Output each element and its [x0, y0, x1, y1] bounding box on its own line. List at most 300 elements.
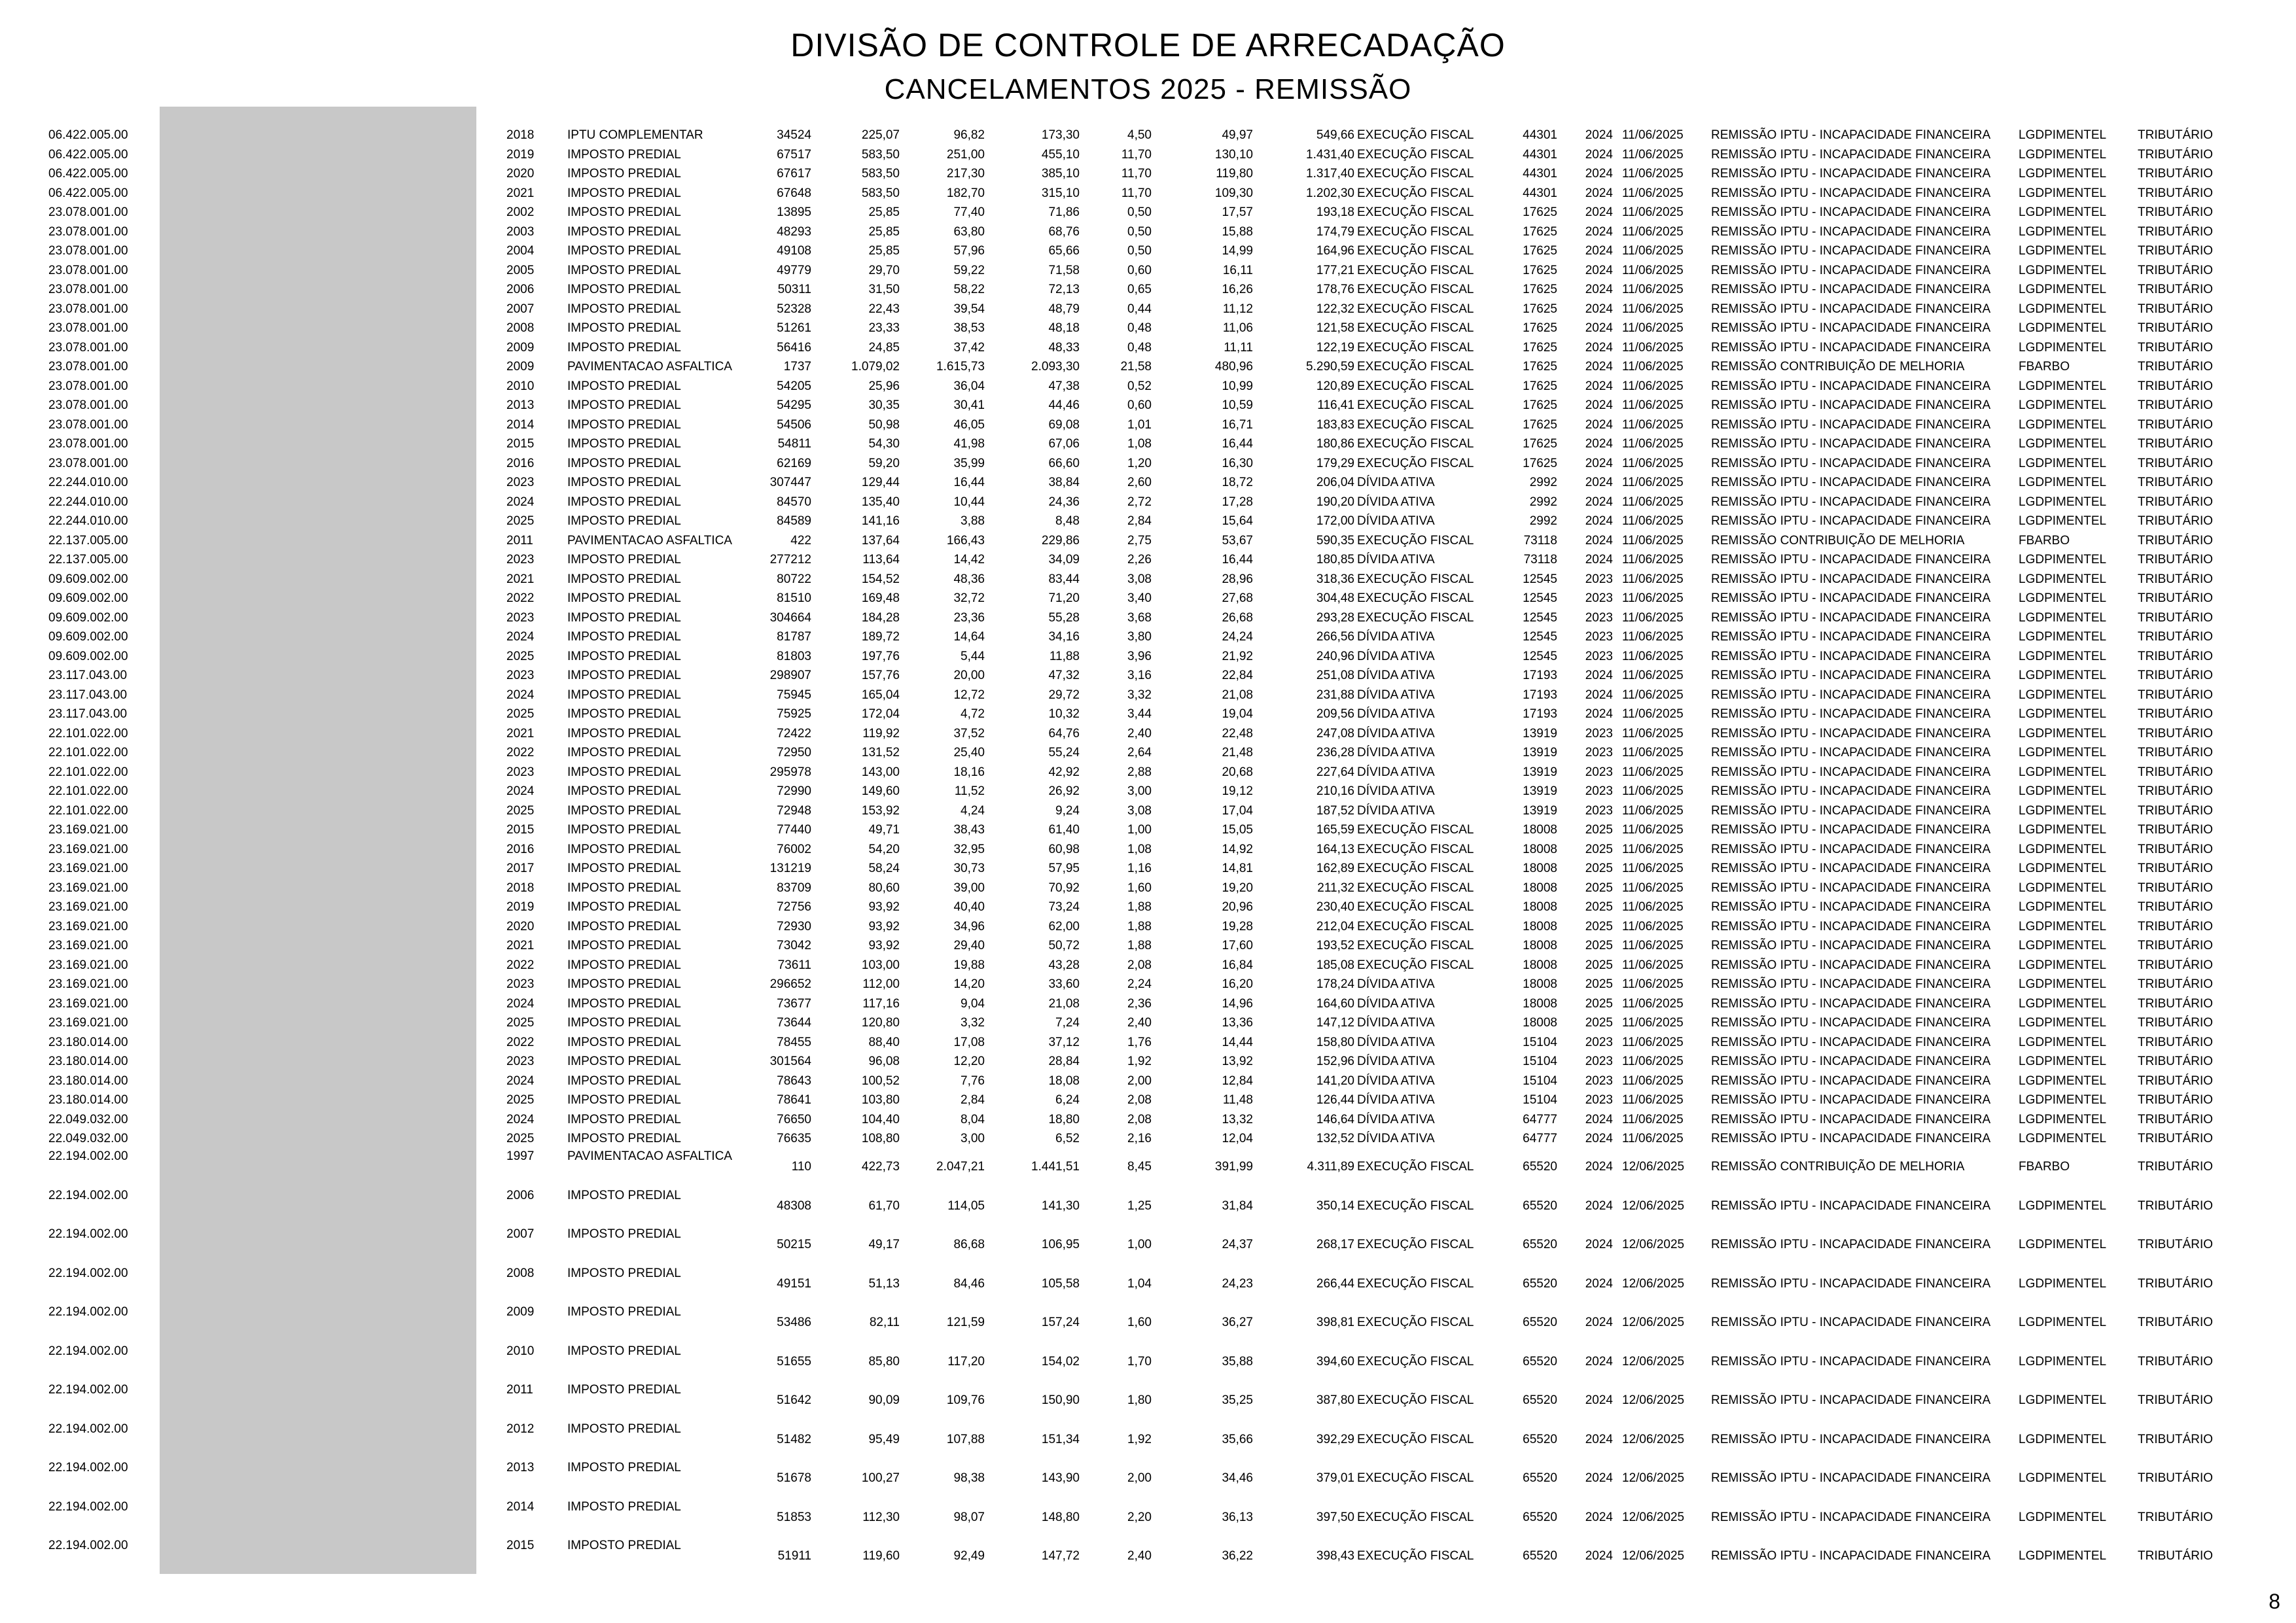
processo-cell: 18008	[1523, 881, 1557, 895]
valor-cell: 583,50	[861, 147, 900, 162]
motivo-cell: REMISSÃO IPTU - INCAPACIDADE FINANCEIRA	[1711, 147, 1991, 162]
multa-cell: 10,32	[1048, 707, 1080, 721]
total-cell: 211,32	[1317, 881, 1354, 895]
data-cell: 11/06/2025	[1622, 167, 1684, 181]
honorarios-cell: 13,92	[1222, 1055, 1253, 1068]
tributo-cell: IMPOSTO PREDIAL	[567, 167, 681, 181]
situacao-cell: EXECUÇÃO FISCAL	[1357, 360, 1474, 374]
multa-cell: 150,90	[1041, 1393, 1080, 1407]
honorarios-cell: 14,81	[1222, 862, 1253, 875]
valor-cell: 112,00	[862, 977, 900, 991]
natureza-cell: TRIBUTÁRIO	[2138, 765, 2214, 779]
total-cell: 227,64	[1316, 765, 1354, 779]
juros-cell: 30,41	[953, 398, 985, 412]
valor-cell: 143,00	[861, 765, 900, 779]
natureza-cell: TRIBUTÁRIO	[2138, 263, 2214, 277]
exercicio-cell: 2025	[1585, 881, 1613, 895]
data-cell: 11/06/2025	[1622, 572, 1684, 586]
tributo-cell: IMPOSTO PREDIAL	[567, 1344, 681, 1358]
honorarios-cell: 130,10	[1214, 147, 1253, 162]
juros-cell: 16,44	[953, 476, 985, 489]
ano-cell: 2022	[506, 958, 535, 972]
situacao-cell: EXECUÇÃO FISCAL	[1357, 958, 1474, 972]
table-row	[0, 1093, 2296, 1113]
total-cell: 174,79	[1316, 224, 1354, 239]
usuario-cell: LGDPIMENTEL	[2019, 147, 2107, 162]
motivo-cell: REMISSÃO IPTU - INCAPACIDADE FINANCEIRA	[1711, 128, 1991, 142]
lancamento-cell: 75925	[777, 707, 811, 721]
multa-cell: 69,08	[1048, 417, 1080, 432]
processo-cell: 12545	[1523, 610, 1557, 625]
usuario-cell: LGDPIMENTEL	[2019, 881, 2107, 895]
processo-cell: 65520	[1523, 1276, 1557, 1291]
total-cell: 162,89	[1316, 862, 1354, 875]
total-cell: 394,60	[1316, 1354, 1354, 1369]
exercicio-cell: 2024	[1585, 205, 1613, 219]
tributo-cell: IMPOSTO PREDIAL	[567, 1383, 681, 1397]
usuario-cell: LGDPIMENTEL	[2019, 1510, 2107, 1524]
usuario-cell: LGDPIMENTEL	[2019, 919, 2107, 934]
usuario-cell: FBARBO	[2019, 1160, 2070, 1174]
table-row	[0, 611, 2296, 631]
motivo-cell: REMISSÃO CONTRIBUIÇÃO DE MELHORIA	[1711, 533, 1965, 548]
tributo-cell: IMPOSTO PREDIAL	[567, 340, 681, 355]
correcao-cell: 1,20	[1127, 456, 1152, 470]
motivo-cell: REMISSÃO IPTU - INCAPACIDADE FINANCEIRA	[1711, 417, 1991, 432]
ano-cell: 2024	[506, 1073, 535, 1088]
correcao-cell: 3,96	[1127, 649, 1152, 663]
total-cell: 240,96	[1316, 649, 1354, 663]
usuario-cell: LGDPIMENTEL	[2019, 1035, 2107, 1049]
correcao-cell: 0,52	[1127, 379, 1152, 393]
natureza-cell: TRIBUTÁRIO	[2138, 186, 2214, 200]
exercicio-cell: 2024	[1585, 1510, 1613, 1524]
inscricao-cell: 23.078.001.00	[48, 263, 128, 277]
table-row	[0, 553, 2296, 572]
total-cell: 121,58	[1316, 321, 1354, 335]
total-cell: 193,18	[1316, 205, 1354, 219]
data-cell: 11/06/2025	[1622, 630, 1684, 644]
honorarios-cell: 17,57	[1222, 205, 1253, 219]
juros-cell: 32,72	[953, 591, 985, 605]
situacao-cell: EXECUÇÃO FISCAL	[1357, 224, 1474, 239]
correcao-cell: 0,48	[1127, 321, 1152, 335]
data-cell: 11/06/2025	[1622, 553, 1684, 567]
data-cell: 12/06/2025	[1622, 1510, 1685, 1524]
motivo-cell: REMISSÃO IPTU - INCAPACIDADE FINANCEIRA	[1711, 244, 1991, 258]
exercicio-cell: 2023	[1585, 1055, 1613, 1068]
valor-cell: 131,52	[861, 746, 900, 759]
honorarios-cell: 11,12	[1222, 302, 1253, 316]
multa-cell: 34,09	[1048, 553, 1080, 567]
exercicio-cell: 2024	[1585, 167, 1613, 181]
valor-cell: 58,24	[868, 862, 900, 875]
exercicio-cell: 2024	[1585, 1112, 1613, 1126]
lancamento-cell: 51261	[777, 321, 811, 335]
lancamento-cell: 76650	[777, 1112, 811, 1126]
situacao-cell: DÍVIDA ATIVA	[1357, 688, 1435, 702]
lancamento-cell: 73042	[777, 939, 811, 952]
juros-cell: 35,99	[953, 456, 985, 470]
honorarios-cell: 16,71	[1222, 417, 1253, 432]
data-cell: 11/06/2025	[1622, 765, 1684, 779]
processo-cell: 13919	[1523, 746, 1557, 759]
natureza-cell: TRIBUTÁRIO	[2138, 1238, 2214, 1251]
honorarios-cell: 36,27	[1222, 1316, 1253, 1329]
correcao-cell: 2,00	[1127, 1471, 1152, 1485]
natureza-cell: TRIBUTÁRIO	[2138, 996, 2214, 1011]
total-cell: 152,96	[1316, 1055, 1354, 1068]
natureza-cell: TRIBUTÁRIO	[2138, 707, 2214, 721]
table-row	[0, 746, 2296, 765]
tributo-cell: IMPOSTO PREDIAL	[567, 1499, 681, 1514]
multa-cell: 47,32	[1048, 669, 1080, 682]
valor-cell: 59,20	[868, 456, 900, 470]
inscricao-cell: 22.137.005.00	[48, 553, 128, 567]
multa-cell: 455,10	[1041, 147, 1080, 162]
exercicio-cell: 2024	[1585, 476, 1613, 489]
juros-cell: 182,70	[946, 186, 985, 200]
juros-cell: 38,53	[953, 321, 985, 335]
total-cell: 398,81	[1316, 1316, 1354, 1329]
juros-cell: 36,04	[953, 379, 985, 393]
correcao-cell: 1,76	[1127, 1035, 1152, 1049]
natureza-cell: TRIBUTÁRIO	[2138, 476, 2214, 489]
situacao-cell: EXECUÇÃO FISCAL	[1357, 572, 1474, 586]
juros-cell: 7,76	[961, 1073, 985, 1088]
valor-cell: 100,52	[861, 1073, 900, 1088]
data-cell: 11/06/2025	[1622, 900, 1684, 914]
table-row	[0, 727, 2296, 746]
correcao-cell: 2,75	[1127, 533, 1152, 548]
processo-cell: 12545	[1523, 649, 1557, 663]
valor-cell: 25,85	[868, 244, 900, 258]
correcao-cell: 2,40	[1127, 726, 1152, 741]
data-cell: 11/06/2025	[1622, 340, 1684, 355]
multa-cell: 105,58	[1041, 1276, 1080, 1291]
natureza-cell: TRIBUTÁRIO	[2138, 1160, 2214, 1174]
usuario-cell: LGDPIMENTEL	[2019, 1471, 2107, 1485]
lancamento-cell: 81803	[777, 649, 811, 663]
tributo-cell: IMPOSTO PREDIAL	[567, 147, 681, 162]
ano-cell: 2023	[506, 1055, 535, 1068]
inscricao-cell: 22.101.022.00	[48, 784, 128, 798]
motivo-cell: REMISSÃO IPTU - INCAPACIDADE FINANCEIRA	[1711, 746, 1991, 759]
natureza-cell: TRIBUTÁRIO	[2138, 128, 2214, 142]
natureza-cell: TRIBUTÁRIO	[2138, 553, 2214, 567]
table-row	[0, 939, 2296, 958]
valor-cell: 82,11	[869, 1316, 900, 1329]
processo-cell: 18008	[1523, 823, 1557, 837]
lancamento-cell: 13895	[777, 205, 811, 219]
situacao-cell: EXECUÇÃO FISCAL	[1357, 1160, 1474, 1174]
honorarios-cell: 15,05	[1222, 823, 1253, 837]
situacao-cell: EXECUÇÃO FISCAL	[1357, 456, 1474, 470]
juros-cell: 57,96	[953, 244, 985, 258]
exercicio-cell: 2024	[1585, 1393, 1613, 1407]
tributo-cell: IMPOSTO PREDIAL	[567, 224, 681, 239]
correcao-cell: 1,92	[1127, 1432, 1152, 1446]
honorarios-cell: 391,99	[1214, 1160, 1253, 1174]
motivo-cell: REMISSÃO IPTU - INCAPACIDADE FINANCEIRA	[1711, 823, 1991, 837]
processo-cell: 44301	[1523, 186, 1557, 200]
exercicio-cell: 2025	[1585, 919, 1613, 934]
usuario-cell: LGDPIMENTEL	[2019, 495, 2107, 509]
tributo-cell: IMPOSTO PREDIAL	[567, 958, 681, 972]
motivo-cell: REMISSÃO IPTU - INCAPACIDADE FINANCEIRA	[1711, 263, 1991, 277]
situacao-cell: EXECUÇÃO FISCAL	[1357, 186, 1474, 200]
situacao-cell: EXECUÇÃO FISCAL	[1357, 340, 1474, 355]
valor-cell: 169,48	[861, 591, 900, 605]
natureza-cell: TRIBUTÁRIO	[2138, 205, 2214, 219]
honorarios-cell: 35,66	[1222, 1432, 1253, 1446]
exercicio-cell: 2024	[1585, 533, 1613, 548]
data-cell: 11/06/2025	[1622, 1055, 1684, 1068]
honorarios-cell: 24,24	[1222, 630, 1253, 644]
lancamento-cell: 67617	[777, 167, 811, 181]
situacao-cell: EXECUÇÃO FISCAL	[1357, 1393, 1474, 1407]
multa-cell: 71,86	[1048, 205, 1080, 219]
table-row	[0, 997, 2296, 1017]
data-cell: 11/06/2025	[1622, 186, 1684, 200]
correcao-cell: 3,44	[1127, 707, 1152, 721]
juros-cell: 20,00	[953, 669, 985, 682]
inscricao-cell: 06.422.005.00	[48, 147, 128, 162]
inscricao-cell: 23.180.014.00	[48, 1035, 128, 1049]
data-cell: 11/06/2025	[1622, 1132, 1684, 1145]
valor-cell: 104,40	[861, 1112, 900, 1126]
exercicio-cell: 2024	[1585, 398, 1613, 412]
motivo-cell: REMISSÃO IPTU - INCAPACIDADE FINANCEIRA	[1711, 862, 1991, 875]
valor-cell: 119,60	[862, 1549, 900, 1563]
multa-cell: 18,80	[1048, 1112, 1080, 1126]
usuario-cell: LGDPIMENTEL	[2019, 669, 2107, 682]
data-cell: 11/06/2025	[1622, 437, 1684, 451]
multa-cell: 21,08	[1048, 996, 1080, 1011]
data-cell: 11/06/2025	[1622, 823, 1684, 837]
valor-cell: 31,50	[868, 283, 900, 296]
exercicio-cell: 2024	[1585, 1276, 1613, 1291]
multa-cell: 48,79	[1048, 302, 1080, 316]
total-cell: 179,29	[1316, 456, 1354, 470]
ano-cell: 2023	[506, 610, 535, 625]
situacao-cell: EXECUÇÃO FISCAL	[1357, 862, 1474, 875]
lancamento-cell: 51853	[777, 1510, 811, 1524]
tributo-cell: IMPOSTO PREDIAL	[567, 996, 681, 1011]
data-cell: 11/06/2025	[1622, 919, 1684, 934]
valor-cell: 54,20	[868, 842, 900, 856]
juros-cell: 23,36	[953, 610, 985, 625]
table-row	[0, 244, 2296, 264]
honorarios-cell: 16,26	[1222, 283, 1253, 296]
data-cell: 11/06/2025	[1622, 417, 1684, 432]
usuario-cell: LGDPIMENTEL	[2019, 379, 2107, 393]
usuario-cell: LGDPIMENTEL	[2019, 417, 2107, 432]
natureza-cell: TRIBUTÁRIO	[2138, 610, 2214, 625]
table-row	[0, 1266, 2296, 1291]
ano-cell: 2006	[506, 1188, 535, 1202]
ano-cell: 2011	[506, 1383, 533, 1397]
data-cell: 11/06/2025	[1622, 205, 1684, 219]
valor-cell: 50,98	[868, 417, 900, 432]
natureza-cell: TRIBUTÁRIO	[2138, 1510, 2214, 1524]
natureza-cell: TRIBUTÁRIO	[2138, 360, 2214, 374]
natureza-cell: TRIBUTÁRIO	[2138, 283, 2214, 296]
data-cell: 11/06/2025	[1622, 1112, 1684, 1126]
honorarios-cell: 11,48	[1222, 1093, 1253, 1107]
table-row	[0, 1383, 2296, 1407]
correcao-cell: 4,50	[1127, 128, 1152, 142]
situacao-cell: DÍVIDA ATIVA	[1357, 514, 1435, 528]
motivo-cell: REMISSÃO IPTU - INCAPACIDADE FINANCEIRA	[1711, 1035, 1991, 1049]
honorarios-cell: 17,28	[1222, 495, 1253, 509]
ano-cell: 2023	[506, 553, 535, 567]
honorarios-cell: 16,84	[1222, 958, 1253, 972]
juros-cell: 107,88	[946, 1432, 985, 1446]
lancamento-cell: 72950	[777, 746, 811, 759]
usuario-cell: LGDPIMENTEL	[2019, 1393, 2107, 1407]
natureza-cell: TRIBUTÁRIO	[2138, 398, 2214, 412]
honorarios-cell: 109,30	[1214, 186, 1253, 200]
situacao-cell: EXECUÇÃO FISCAL	[1357, 147, 1474, 162]
exercicio-cell: 2023	[1585, 591, 1613, 605]
tributo-cell: IMPOSTO PREDIAL	[567, 1112, 681, 1126]
processo-cell: 17193	[1523, 707, 1557, 721]
situacao-cell: EXECUÇÃO FISCAL	[1357, 1316, 1474, 1329]
exercicio-cell: 2023	[1585, 784, 1613, 798]
processo-cell: 17625	[1523, 224, 1557, 239]
natureza-cell: TRIBUTÁRIO	[2138, 746, 2214, 759]
valor-cell: 165,04	[861, 688, 900, 702]
honorarios-cell: 10,99	[1222, 379, 1253, 393]
lancamento-cell: 73644	[777, 1016, 811, 1030]
situacao-cell: DÍVIDA ATIVA	[1357, 996, 1435, 1011]
inscricao-cell: 23.078.001.00	[48, 244, 128, 258]
table-row	[0, 205, 2296, 225]
processo-cell: 17625	[1523, 205, 1557, 219]
table-row	[0, 765, 2296, 785]
inscricao-cell: 23.169.021.00	[48, 958, 128, 972]
inscricao-cell: 23.078.001.00	[48, 456, 128, 470]
honorarios-cell: 16,30	[1222, 456, 1253, 470]
data-cell: 11/06/2025	[1622, 1035, 1684, 1049]
correcao-cell: 0,50	[1127, 244, 1152, 258]
table-row	[0, 514, 2296, 534]
lancamento-cell: 80722	[777, 572, 811, 586]
inscricao-cell: 23.078.001.00	[48, 379, 128, 393]
motivo-cell: REMISSÃO IPTU - INCAPACIDADE FINANCEIRA	[1711, 977, 1991, 991]
honorarios-cell: 19,28	[1222, 919, 1253, 934]
natureza-cell: TRIBUTÁRIO	[2138, 900, 2214, 914]
processo-cell: 18008	[1523, 996, 1557, 1011]
natureza-cell: TRIBUTÁRIO	[2138, 244, 2214, 258]
juros-cell: 25,40	[953, 746, 985, 759]
table-row	[0, 418, 2296, 438]
processo-cell: 12545	[1523, 630, 1557, 644]
tributo-cell: IMPOSTO PREDIAL	[567, 823, 681, 837]
processo-cell: 44301	[1523, 147, 1557, 162]
ano-cell: 2016	[506, 842, 535, 856]
correcao-cell: 1,25	[1127, 1198, 1152, 1213]
motivo-cell: REMISSÃO IPTU - INCAPACIDADE FINANCEIRA	[1711, 707, 1991, 721]
tributo-cell: IMPOSTO PREDIAL	[567, 977, 681, 991]
correcao-cell: 0,50	[1127, 205, 1152, 219]
juros-cell: 19,88	[953, 958, 985, 972]
multa-cell: 70,92	[1048, 881, 1080, 895]
multa-cell: 83,44	[1048, 572, 1080, 586]
inscricao-cell: 23.180.014.00	[48, 1073, 128, 1088]
valor-cell: 29,70	[868, 263, 900, 277]
lancamento-cell: 54295	[777, 398, 811, 412]
juros-cell: 9,04	[961, 996, 985, 1011]
inscricao-cell: 23.169.021.00	[48, 1016, 128, 1030]
motivo-cell: REMISSÃO IPTU - INCAPACIDADE FINANCEIRA	[1711, 495, 1991, 509]
juros-cell: 8,04	[961, 1112, 985, 1126]
motivo-cell: REMISSÃO IPTU - INCAPACIDADE FINANCEIRA	[1711, 630, 1991, 644]
table-row	[0, 1149, 2296, 1174]
motivo-cell: REMISSÃO IPTU - INCAPACIDADE FINANCEIRA	[1711, 1055, 1991, 1068]
natureza-cell: TRIBUTÁRIO	[2138, 1198, 2214, 1213]
motivo-cell: REMISSÃO IPTU - INCAPACIDADE FINANCEIRA	[1711, 514, 1991, 528]
usuario-cell: LGDPIMENTEL	[2019, 476, 2107, 489]
total-cell: 158,80	[1316, 1035, 1354, 1049]
valor-cell: 96,08	[868, 1055, 900, 1068]
total-cell: 178,24	[1316, 977, 1354, 991]
multa-cell: 50,72	[1048, 939, 1080, 952]
motivo-cell: REMISSÃO IPTU - INCAPACIDADE FINANCEIRA	[1711, 919, 1991, 934]
inscricao-cell: 06.422.005.00	[48, 167, 128, 181]
inscricao-cell: 22.101.022.00	[48, 765, 128, 779]
correcao-cell: 11,70	[1121, 147, 1152, 162]
correcao-cell: 2,40	[1127, 1016, 1152, 1030]
exercicio-cell: 2024	[1585, 302, 1613, 316]
data-cell: 12/06/2025	[1622, 1198, 1685, 1213]
ano-cell: 2024	[506, 630, 535, 644]
motivo-cell: REMISSÃO IPTU - INCAPACIDADE FINANCEIRA	[1711, 398, 1991, 412]
valor-cell: 153,92	[861, 803, 900, 818]
exercicio-cell: 2025	[1585, 958, 1613, 972]
natureza-cell: TRIBUTÁRIO	[2138, 1276, 2214, 1291]
ano-cell: 2016	[506, 456, 535, 470]
situacao-cell: EXECUÇÃO FISCAL	[1357, 1510, 1474, 1524]
table-row	[0, 148, 2296, 167]
exercicio-cell: 2025	[1585, 977, 1613, 991]
situacao-cell: EXECUÇÃO FISCAL	[1357, 919, 1474, 934]
juros-cell: 4,24	[961, 803, 985, 818]
processo-cell: 64777	[1523, 1132, 1557, 1145]
natureza-cell: TRIBUTÁRIO	[2138, 167, 2214, 181]
correcao-cell: 2,64	[1127, 746, 1152, 759]
inscricao-cell: 23.117.043.00	[48, 707, 128, 721]
data-cell: 11/06/2025	[1622, 379, 1684, 393]
juros-cell: 40,40	[953, 900, 985, 914]
tributo-cell: IMPOSTO PREDIAL	[567, 630, 681, 644]
total-cell: 231,88	[1316, 688, 1354, 702]
exercicio-cell: 2025	[1585, 996, 1613, 1011]
motivo-cell: REMISSÃO IPTU - INCAPACIDADE FINANCEIRA	[1711, 688, 1991, 702]
correcao-cell: 1,08	[1127, 842, 1152, 856]
valor-cell: 583,50	[861, 186, 900, 200]
correcao-cell: 11,70	[1121, 186, 1152, 200]
tributo-cell: IMPOSTO PREDIAL	[567, 1093, 681, 1107]
motivo-cell: REMISSÃO IPTU - INCAPACIDADE FINANCEIRA	[1711, 669, 1991, 682]
usuario-cell: LGDPIMENTEL	[2019, 726, 2107, 741]
tributo-cell: IMPOSTO PREDIAL	[567, 900, 681, 914]
usuario-cell: LGDPIMENTEL	[2019, 437, 2107, 451]
honorarios-cell: 22,48	[1222, 726, 1253, 741]
motivo-cell: REMISSÃO IPTU - INCAPACIDADE FINANCEIRA	[1711, 321, 1991, 335]
lancamento-cell: 34524	[777, 128, 811, 142]
